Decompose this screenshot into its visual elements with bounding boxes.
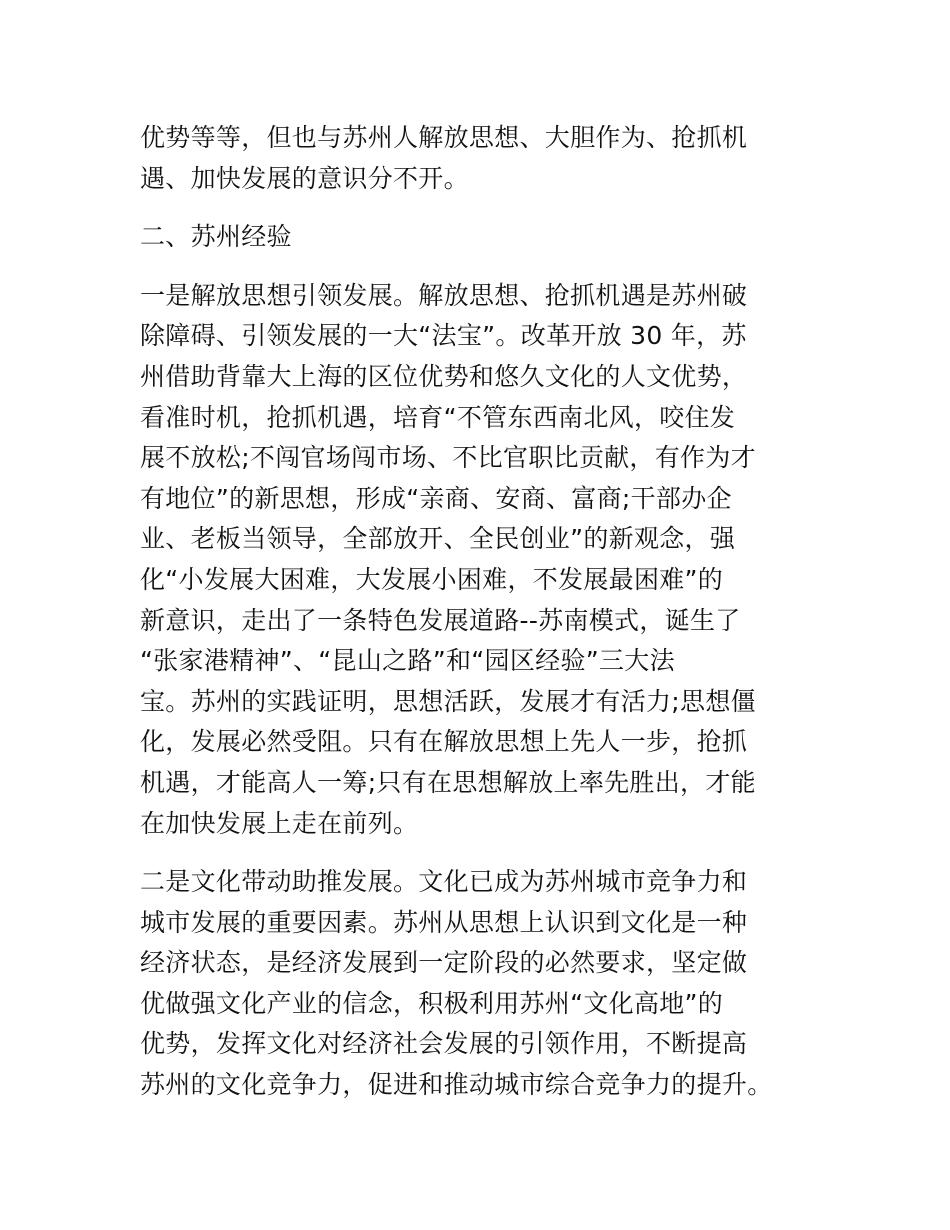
text-line: 苏州的文化竞争力，促进和推动城市综合竞争力的提升。 xyxy=(140,1070,773,1100)
text-line: 经济状态，是经济发展到一定阶段的必然要求，坚定做 xyxy=(140,948,748,978)
text-line: 城市发展的重要因素。苏州从思想上认识到文化是一种 xyxy=(140,907,748,937)
text-line: 除障碍、引领发展的一大“法宝”。改革开放 30 年，苏 xyxy=(140,321,747,351)
text-line: 遇、加快发展的意识分不开。 xyxy=(140,163,469,193)
text-line: 一是解放思想引领发展。解放思想、抢抓机遇是苏州破 xyxy=(140,280,748,310)
heading-text: 二、苏州经验 xyxy=(140,222,292,252)
text-line: 在加快发展上走在前列。 xyxy=(140,808,419,838)
text-line: 看准时机，抢抓机遇，培育“不管东西南北风，咬住发 xyxy=(140,402,736,432)
text-line: 新意识，走出了一条特色发展道路--苏南模式，诞生了 xyxy=(140,605,741,635)
paragraph-intro-continuation xyxy=(140,118,810,199)
paragraph-experience-two xyxy=(140,862,810,1106)
document-body xyxy=(140,118,810,1124)
text-line: 优做强文化产业的信念，积极利用苏州“文化高地”的 xyxy=(140,988,724,1018)
text-line: 业、老板当领导，全部放开、全民创业”的新观念，强 xyxy=(140,524,736,554)
text-line: 优势等等，但也与苏州人解放思想、大胆作为、抢抓机 xyxy=(140,123,748,152)
section-heading xyxy=(140,217,810,258)
text-line: 宝。苏州的实践证明，思想活跃，发展才有活力;思想僵 xyxy=(140,686,756,716)
text-line: 机遇，才能高人一筹;只有在思想解放上率先胜出，才能 xyxy=(140,767,756,797)
text-line: 州借助背靠大上海的区位优势和悠久文化的人文优势， xyxy=(140,361,748,391)
text-line: “张家港精神”、“昆山之路”和“园区经验”三大法 xyxy=(140,646,675,676)
text-line: 化，发展必然受阻。只有在解放思想上先人一步，抢抓 xyxy=(140,727,748,757)
paragraph-experience-one xyxy=(140,276,810,844)
text-line: 优势，发挥文化对经济社会发展的引领作用，不断提高 xyxy=(140,1029,748,1059)
text-line: 二是文化带动助推发展。文化已成为苏州城市竞争力和 xyxy=(140,867,748,897)
text-line: 有地位”的新思想，形成“亲商、安商、富商;干部办企 xyxy=(140,483,732,513)
text-line: 展不放松;不闯官场闯市场、不比官职比贡献，有作为才 xyxy=(140,443,756,473)
text-line: 化“小发展大困难，大发展小困难，不发展最困难”的 xyxy=(140,564,724,594)
